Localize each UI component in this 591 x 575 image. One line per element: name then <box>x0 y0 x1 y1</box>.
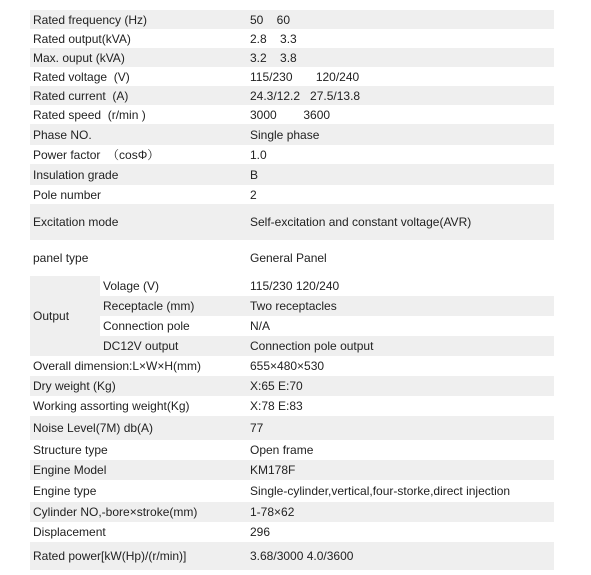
row-value: Self-excitation and constant voltage(AVR) <box>250 215 472 229</box>
row-value: Single phase <box>250 127 320 142</box>
row-value: 3000 3600 <box>250 107 331 122</box>
table-row <box>30 396 554 416</box>
row-value: 1.0 <box>250 147 267 162</box>
row-label: Noise Level(7M) db(A) <box>33 421 154 435</box>
row-label: Max. ouput (kVA) <box>33 50 125 65</box>
row-value: Connection pole output <box>250 339 374 353</box>
row-label: panel type <box>33 251 89 265</box>
row-value: 3.2 3.8 <box>250 50 297 65</box>
table-row <box>30 185 554 204</box>
table-row <box>30 440 554 460</box>
row-label: DC12V output <box>103 339 179 353</box>
row-value: N/A <box>250 319 271 333</box>
table-row <box>30 480 554 502</box>
table-row <box>30 296 554 316</box>
table-row <box>30 316 554 336</box>
table-row <box>30 276 554 296</box>
table-row <box>30 86 554 105</box>
row-label: Volage (V) <box>103 279 160 293</box>
row-label: Working assorting weight(Kg) <box>33 399 190 413</box>
row-label: Rated voltage (V) <box>33 69 130 84</box>
row-label: Phase NO. <box>33 127 92 142</box>
table-row <box>30 542 554 570</box>
row-value: 24.3/12.2 27.5/13.8 <box>250 88 361 103</box>
table-row <box>30 376 554 396</box>
row-label: Displacement <box>33 525 106 539</box>
spec-table <box>30 10 554 570</box>
output-group-label: Output <box>33 309 70 323</box>
table-row <box>30 29 554 48</box>
table-row <box>30 240 554 276</box>
row-label: Rated speed (r/min ) <box>33 107 146 122</box>
row-value: 1-78×62 <box>250 505 295 519</box>
table-row <box>30 356 554 376</box>
row-label: Cylinder NO,-bore×stroke(mm) <box>33 505 198 519</box>
row-label: Connection pole <box>103 319 190 333</box>
row-value: 115/230 120/240 <box>250 69 360 84</box>
row-value: 77 <box>250 421 264 435</box>
table-row <box>30 48 554 67</box>
row-value: 115/230 120/240 <box>250 279 340 293</box>
table-row <box>30 164 554 185</box>
table-row <box>30 416 554 440</box>
row-label: Structure type <box>33 443 108 457</box>
row-value: Open frame <box>250 443 314 457</box>
table-row <box>30 460 554 480</box>
row-label: Rated frequency (Hz) <box>33 12 148 27</box>
row-label: Dry weight (Kg) <box>33 379 116 393</box>
row-value: 3.68/3000 4.0/3600 <box>250 549 354 563</box>
row-value: 296 <box>250 525 271 539</box>
table-row <box>30 124 554 145</box>
row-label: Rated power[kW(Hp)/(r/min)] <box>33 549 187 563</box>
output-group <box>30 276 554 356</box>
row-value: 50 60 <box>250 12 291 27</box>
table-row <box>30 105 554 124</box>
row-label: Engine Model <box>33 463 107 477</box>
row-label: Receptacle (mm) <box>103 299 195 313</box>
row-value: 655×480×530 <box>250 359 325 373</box>
table-row <box>30 67 554 86</box>
row-label: Engine type <box>33 484 97 498</box>
table-row <box>30 10 554 29</box>
row-label: Overall dimension:L×W×H(mm) <box>33 359 202 373</box>
row-value: General Panel <box>250 251 327 265</box>
table-row <box>30 502 554 522</box>
row-label: Insulation grade <box>33 167 119 182</box>
row-label: Excitation mode <box>33 215 119 229</box>
row-label: Rated current (A) <box>33 88 129 103</box>
row-label: Pole number <box>33 187 102 202</box>
row-value: 2.8 3.3 <box>250 31 297 46</box>
row-value: Single-cylinder,vertical,four-storke,direct injection <box>250 484 511 498</box>
row-value: X:65 E:70 <box>250 379 303 393</box>
row-label: Power factor （cosΦ） <box>33 148 160 162</box>
row-value: 2 <box>250 187 257 202</box>
row-value: KM178F <box>250 463 296 477</box>
table-row <box>30 145 554 164</box>
table-row <box>30 204 554 240</box>
row-value: Two receptacles <box>250 299 337 313</box>
row-value: X:78 E:83 <box>250 399 303 413</box>
row-label: Rated output(kVA) <box>33 31 131 46</box>
table-row <box>30 522 554 542</box>
table-row <box>30 336 554 356</box>
row-value: B <box>250 167 259 182</box>
